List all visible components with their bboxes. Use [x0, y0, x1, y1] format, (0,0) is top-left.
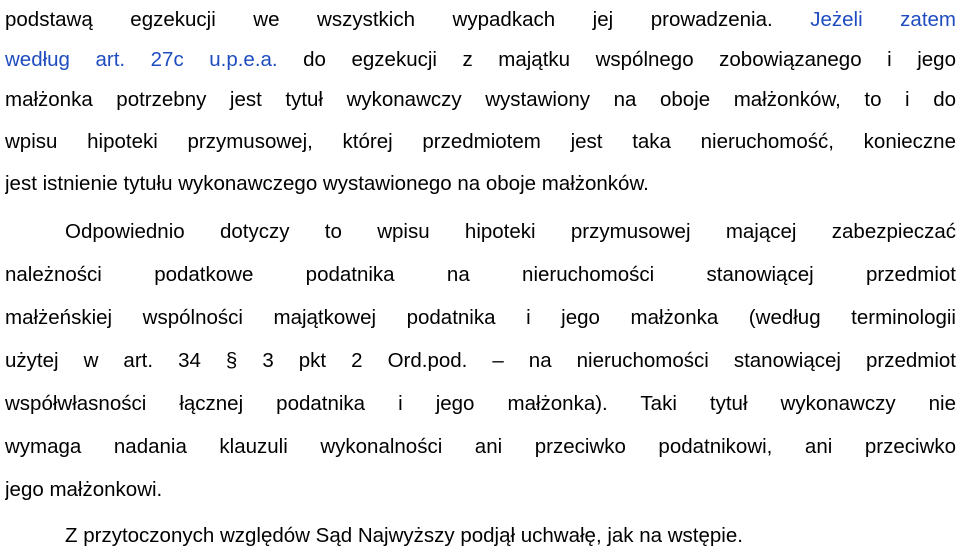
highlighted-text-article-reference: według art. 27c u.p.e.a.: [5, 48, 278, 71]
paragraph-1-line-5: jest istnienie tytułu wykonawczego wystawionego na oboje małżonków.: [5, 172, 649, 195]
paragraph-1-line-4: wpisu hipoteki przymusowej, której przedmiotem jest taka nieruchomość, konieczne: [5, 130, 956, 153]
paragraph-1-line-3: małżonka potrzebny jest tytuł wykonawczy wystawiony na oboje małżonków, to i do: [5, 88, 956, 111]
paragraph-2-line-5: współwłasności łącznej podatnika i jego małżonka). Taki tytuł wykonawczy nie: [5, 392, 956, 415]
paragraph-1-line-1: [5, 0, 956, 40]
paragraph-3-line-1: Z przytoczonych względów Sąd Najwyższy podjął uchwałę, jak na wstępie.: [65, 524, 743, 547]
paragraph-1-line-2: [5, 40, 956, 80]
highlighted-text-jezeli-zatem: Jeżeli zatem: [810, 8, 956, 31]
paragraph-2-line-3: małżeńskiej wspólności majątkowej podatnika i jego małżonka (według terminologii: [5, 306, 956, 329]
paragraph-1-line-2-text: do egzekucji z majątku wspólnego zobowiązanego i jego: [277, 48, 956, 71]
paragraph-2-line-7: jego małżonkowi.: [5, 478, 163, 501]
paragraph-2-line-6: wymaga nadania klauzuli wykonalności ani przeciwko podatnikowi, ani przeciwko: [5, 435, 956, 458]
paragraph-2-line-1: Odpowiednio dotyczy to wpisu hipoteki przymusowej mającej zabezpieczać: [65, 220, 956, 243]
paragraph-2-line-2: należności podatkowe podatnika na nieruchomości stanowiącej przedmiot: [5, 263, 956, 286]
paragraph-1-line-1-text: podstawą egzekucji we wszystkich wypadkach jej prowadzenia.: [5, 8, 811, 31]
paragraph-2-line-4: użytej w art. 34 § 3 pkt 2 Ord.pod. – na nieruchomości stanowiącej przedmiot: [5, 349, 956, 372]
